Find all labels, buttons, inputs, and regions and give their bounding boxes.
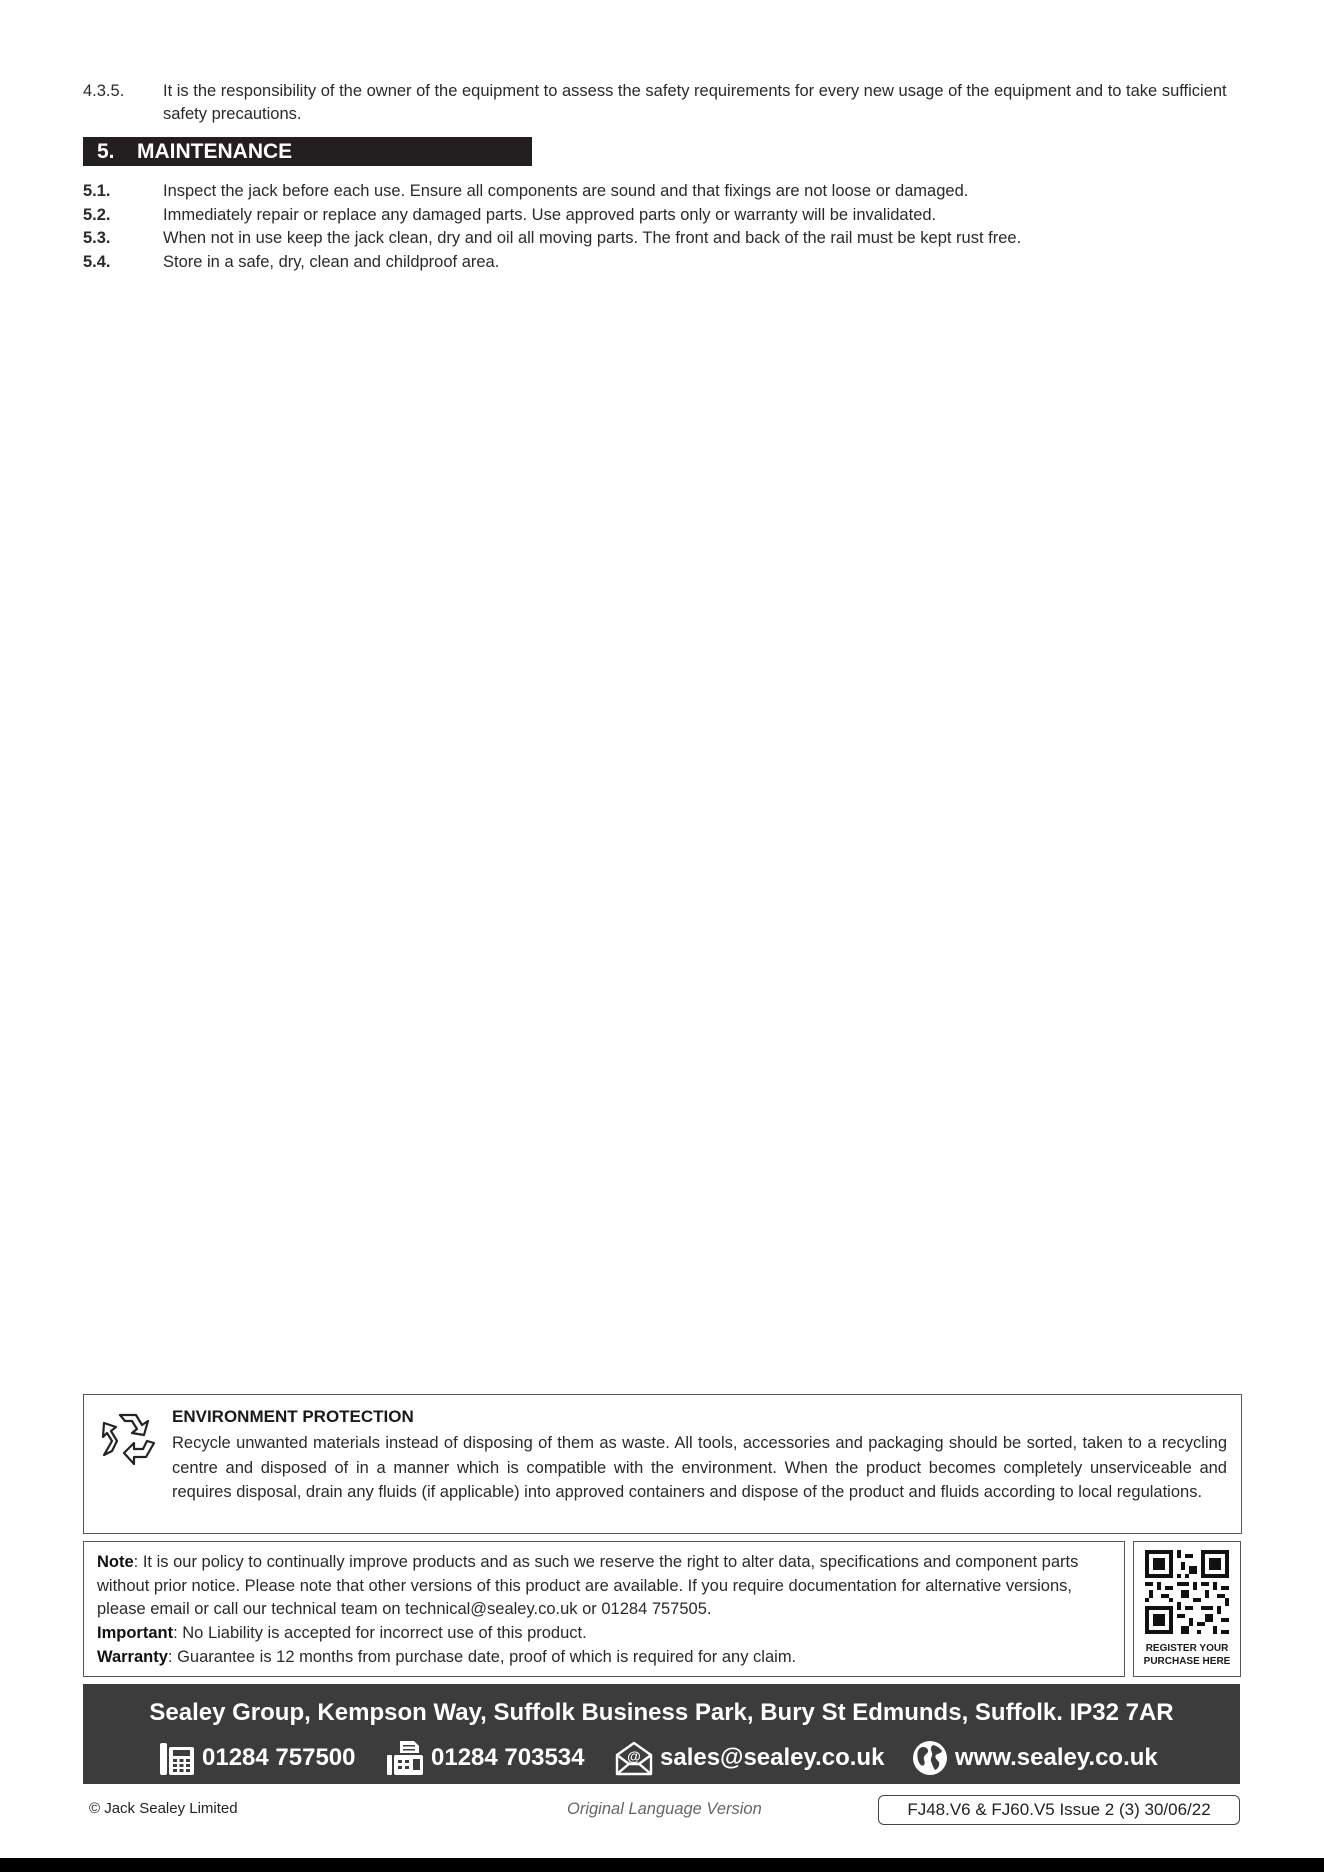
phone-icon — [158, 1739, 196, 1777]
item-text: Immediately repair or replace any damaged parts. Use approved parts only or warranty will be invalidated. — [163, 205, 937, 224]
fax-icon — [385, 1739, 425, 1777]
qr-label — [1134, 1642, 1240, 1668]
item-number: 5.3. — [83, 229, 111, 247]
list-item — [83, 227, 1243, 251]
recycle-icon — [96, 1409, 160, 1473]
qr-code-icon — [1145, 1550, 1229, 1634]
note-text: : It is our policy to continually improve products and as such we reserve the right to alter data, specifications and component parts without prior notice. Please note that other versions of this product are available. If you require documentation for alternative versions, please email or call our technical team on technical@sealey.co.uk or 01284 757505. — [97, 1553, 1079, 1619]
list-item — [83, 251, 1243, 275]
paragraph-4-3-5 — [83, 80, 1243, 126]
register-purchase-qr[interactable] — [1133, 1541, 1241, 1677]
item-number: 5.4. — [83, 252, 111, 271]
list-item — [83, 204, 1243, 228]
page-bottom-border — [0, 1858, 1324, 1872]
item-number: 4.3.5. — [83, 82, 125, 100]
qr-label-line2: PURCHASE HERE — [1143, 1656, 1231, 1667]
important-label: Important — [97, 1624, 174, 1643]
important-text: : No Liability is accepted for incorrect use of this product. — [173, 1624, 587, 1643]
environment-protection-box — [83, 1394, 1242, 1534]
qr-label-line1: REGISTER YOUR — [1145, 1643, 1229, 1654]
item-text: Inspect the jack before each use. Ensure all components are sound and that fixings are not loose or damaged. — [163, 182, 969, 200]
item-text: When not in use keep the jack clean, dry and oil all moving parts. The front and back of the rail must be kept rust free. — [163, 229, 1022, 247]
list-item — [83, 180, 1243, 204]
fax-number: 01284 703534 — [431, 1744, 585, 1771]
globe-icon — [911, 1739, 949, 1777]
note-label: Note — [97, 1553, 134, 1571]
notice-text — [97, 1551, 1115, 1670]
svg-text:@: @ — [627, 1748, 641, 1764]
item-text: It is the responsibility of the owner of the equipment to assess the safety requirements for every new usage of the equipment and to take sufficient safety precautions. — [163, 82, 1227, 123]
warranty-text: : Guarantee is 12 months from purchase date, proof of which is required for any claim. — [167, 1647, 797, 1666]
item-number: 5.2. — [83, 205, 111, 224]
item-text: Store in a safe, dry, clean and childproof area. — [163, 252, 500, 271]
issue-reference: FJ48.V6 & FJ60.V5 Issue 2 (3) 30/06/22 — [878, 1795, 1240, 1825]
item-number: 5.1. — [83, 182, 111, 200]
company-address: Sealey Group, Kempson Way, Suffolk Business Park, Bury St Edmunds, Suffolk. IP32 7AR — [149, 1699, 1174, 1726]
copyright: © Jack Sealey Limited — [89, 1800, 238, 1817]
fax-contact[interactable] — [385, 1738, 585, 1778]
warranty-label: Warranty — [97, 1647, 168, 1666]
email-contact[interactable] — [614, 1738, 884, 1778]
notice-box — [83, 1541, 1125, 1677]
maintenance-list — [83, 180, 1243, 274]
original-language-note: Original Language Version — [567, 1800, 762, 1818]
section-heading-maintenance — [83, 137, 532, 166]
website-contact[interactable] — [911, 1738, 1158, 1778]
section-title: MAINTENANCE — [137, 140, 293, 163]
environment-title: ENVIRONMENT PROTECTION — [172, 1407, 414, 1426]
phone-contact[interactable] — [158, 1738, 356, 1778]
phone-number: 01284 757500 — [202, 1744, 356, 1771]
company-footer — [83, 1684, 1240, 1784]
email-icon — [614, 1739, 654, 1777]
section-number: 5. — [97, 140, 115, 163]
environment-text: Recycle unwanted materials instead of disposing of them as waste. All tools, accessories and packaging should be sorted, taken to a recycling centre and disposed of in a manner which is compatible with the environment. When the product becomes completely unserviceable and requires disposal, drain any fluids (if applicable) into approved containers and dispose of the product and fluids according to local regulations. — [172, 1434, 1227, 1501]
website-url: www.sealey.co.uk — [955, 1744, 1158, 1771]
email-address: sales@sealey.co.uk — [660, 1744, 885, 1771]
